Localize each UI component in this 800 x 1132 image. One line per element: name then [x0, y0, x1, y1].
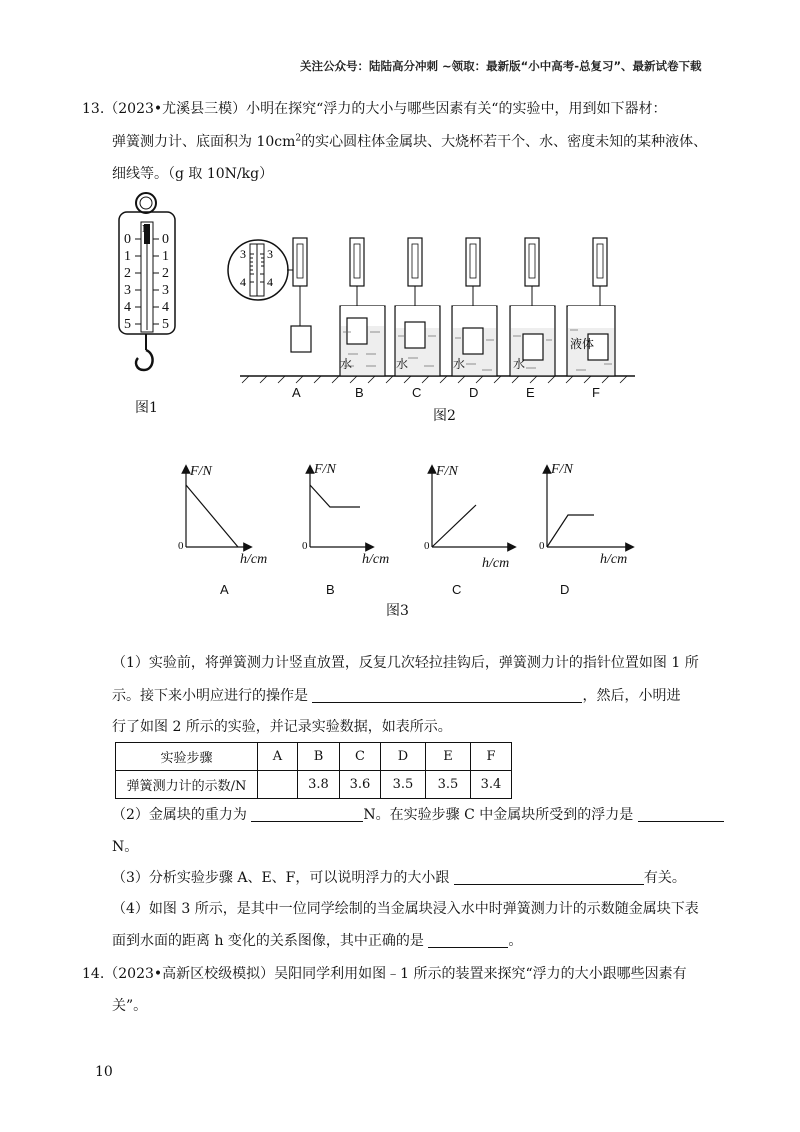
step-e-apparatus: [510, 238, 555, 376]
table-cell: 3.5: [381, 771, 426, 799]
step-label-a: A: [292, 385, 301, 400]
step-label-b: B: [355, 385, 364, 400]
scale-right-3: 3: [162, 283, 169, 298]
answer-blank-3[interactable]: [638, 807, 724, 822]
zoom-scale-left-3: 3: [240, 247, 246, 261]
zoom-scale-right-4: 4: [267, 275, 273, 289]
graph-label-b: B: [326, 582, 335, 597]
figure-1-caption: 图1: [135, 400, 158, 416]
zoom-scale-left-4: 4: [240, 275, 246, 289]
question-text: 吴阳同学利用如图﹣1 所示的装置来探究“浮力的大小跟哪些因素有: [274, 966, 687, 982]
table-cell: F: [471, 743, 512, 771]
step-b-apparatus: [340, 238, 385, 376]
superscript: 2: [295, 133, 302, 144]
graph-d-x-label: h/cm: [600, 552, 628, 567]
answer-blank-2[interactable]: [251, 807, 363, 822]
question-text: 小明在探究“浮力的大小与哪些因素有关“的实验中，用到如下器材：: [246, 101, 667, 117]
step-label-c: C: [412, 385, 422, 400]
graph-d-origin: 0: [539, 540, 545, 552]
table-cell: E: [426, 743, 471, 771]
table-cell: C: [340, 743, 381, 771]
scale-left-5: 5: [124, 317, 131, 332]
part-2-line-2: N。: [112, 839, 139, 855]
answer-blank-5[interactable]: [428, 933, 508, 948]
table-cell: 3.4: [471, 771, 512, 799]
scale-left-1: 1: [124, 249, 131, 264]
scale-left-3: 3: [124, 283, 131, 298]
graph-label-d: D: [560, 582, 570, 597]
part-4-line-1: （4）如图 3 所示，是其中一位同学绘制的当金属块浸入水中时弹簧测力计的示数随金属块下表: [112, 901, 699, 917]
text-segment: 弹簧测力计、底面积为 10cm: [112, 134, 296, 150]
table-header-cell: 实验步骤: [116, 743, 258, 771]
graph-b-origin: 0: [302, 540, 308, 552]
table-header-cell: 弹簧测力计的示数/N: [116, 771, 258, 799]
figure-3-graphs: [170, 455, 640, 570]
figure-2-caption: 图2: [433, 408, 456, 424]
figure-3-caption: 图3: [386, 603, 409, 619]
graph-c-y-label: F/N: [436, 464, 458, 479]
scale-right-2: 2: [162, 266, 169, 281]
page-number: 10: [95, 1064, 113, 1080]
graph-b-y-label: F/N: [314, 462, 336, 477]
scale-right-0: 0: [162, 232, 169, 247]
liquid-label-c: 水: [396, 357, 409, 371]
text-segment: 的实心圆柱体金属块、大烧杯若干个、水、密度未知的某种液体、: [301, 134, 708, 150]
step-label-d: D: [469, 385, 479, 400]
question-number: 14.: [82, 966, 105, 982]
graph-a-x-label: h/cm: [240, 552, 268, 567]
table-cell: B: [298, 743, 340, 771]
answer-blank-4[interactable]: [454, 870, 644, 885]
graph-a-y-label: F/N: [190, 464, 212, 479]
part-3-line: [112, 867, 686, 887]
question-13-line-3: 细线等。（g 取 10N/kg）: [112, 166, 274, 182]
answer-blank-1[interactable]: [312, 688, 582, 703]
graph-label-c: C: [452, 582, 462, 597]
table-cell: A: [258, 743, 298, 771]
table-cell: 3.8: [298, 771, 340, 799]
text-segment: （3）分析实验步骤 A、E、F，可以说明浮力的大小跟: [112, 870, 450, 886]
text-segment: N。在实验步骤 C 中金属块所受到的浮力是: [363, 807, 634, 823]
data-table: [115, 742, 512, 799]
step-label-e: E: [526, 385, 535, 400]
text-segment: ，然后，小明进: [582, 688, 681, 704]
question-14-line-1: [82, 963, 687, 983]
graph-label-a: A: [220, 582, 229, 597]
zoom-scale-right-3: 3: [267, 247, 273, 261]
graph-c-origin: 0: [424, 540, 430, 552]
part-1-line-2: [112, 685, 680, 705]
question-14-line-2: 关”。: [112, 998, 148, 1014]
part-1-line-1: （1）实验前，将弹簧测力计竖直放置，反复几次轻拉挂钩后，弹簧测力计的指针位置如图 1 所: [112, 655, 699, 671]
question-13-line-2: [112, 131, 707, 151]
question-source: （2023•高新区校级模拟）: [104, 966, 275, 982]
scale-right-4: 4: [162, 300, 169, 315]
part-1-line-3: 行了如图 2 所示的实验，并记录实验数据，如表所示。: [112, 719, 452, 735]
part-2-line-1: [112, 804, 724, 824]
scale-left-4: 4: [124, 300, 131, 315]
question-source: （2023•尤溪县三模）: [104, 101, 247, 117]
table-row: [116, 743, 512, 771]
table-cell: [258, 771, 298, 799]
liquid-label-e: 水: [513, 357, 526, 371]
graph-c-x-label: h/cm: [482, 556, 510, 570]
table-cell: 3.6: [340, 771, 381, 799]
step-c-apparatus: [395, 238, 440, 376]
table-cell: 3.5: [426, 771, 471, 799]
liquid-label-d: 水: [453, 357, 466, 371]
graph-a-origin: 0: [178, 540, 184, 552]
scale-left-2: 2: [124, 266, 131, 281]
table-cell: D: [381, 743, 426, 771]
text-segment: 。: [508, 933, 523, 949]
figure-2-experiment: [220, 228, 640, 388]
graph-b-x-label: h/cm: [362, 552, 390, 567]
scale-right-1: 1: [162, 249, 169, 264]
part-4-line-2: [112, 930, 522, 950]
page-header: 关注公众号：陆陆高分冲刺 ~领取：最新版“小中高考-总复习”、最新试卷下载: [300, 59, 702, 73]
text-segment: （2）金属块的重力为: [112, 807, 247, 823]
unit-label: N: [142, 224, 150, 235]
graph-d-y-label: F/N: [551, 462, 573, 477]
text-segment: 有关。: [643, 870, 686, 886]
table-row: [116, 771, 512, 799]
step-label-f: F: [592, 385, 600, 400]
scale-left-0: 0: [124, 232, 131, 247]
step-d-apparatus: [452, 238, 497, 376]
text-segment: 示。接下来小明应进行的操作是: [112, 688, 308, 704]
question-number: 13.: [82, 101, 105, 117]
text-segment: 面到水面的距离 h 变化的关系图像，其中正确的是: [112, 933, 424, 949]
step-f-apparatus: [567, 238, 615, 376]
liquid-label-f: 液体: [570, 337, 595, 351]
figure-1-spring-balance: [110, 190, 190, 382]
liquid-label-b: 水: [340, 357, 353, 371]
step-a-apparatus: [291, 238, 311, 352]
question-13-line-1: [82, 98, 666, 118]
scale-right-5: 5: [162, 317, 169, 332]
